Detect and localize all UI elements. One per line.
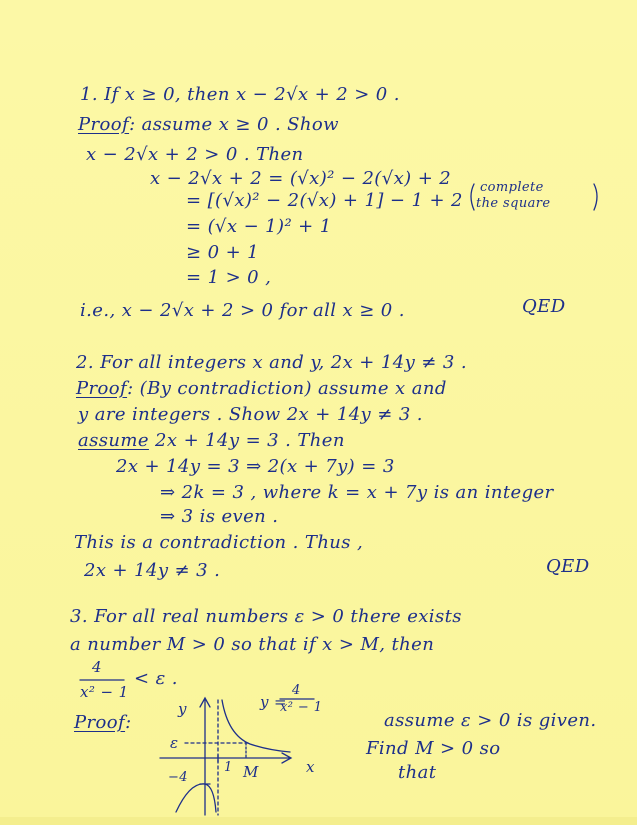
problem-3-line-2: a number M > 0 so that if x > M, then — [70, 634, 435, 655]
graph-curve-right — [222, 700, 290, 752]
note-right-paren — [594, 184, 597, 210]
fraction-less-than: < ε . — [134, 668, 178, 689]
graph-curve-middle — [176, 784, 216, 812]
fraction-numerator: 4 — [92, 658, 102, 676]
graph-neg4-label: −4 — [168, 770, 188, 785]
graph-y-axis-label: y — [178, 700, 187, 718]
problem-1-line-8: = 1 > 0 , — [186, 267, 272, 288]
problem-2-line-7: ⇒ 3 is even . — [160, 506, 279, 527]
graph-y-equals: y = — [260, 693, 288, 711]
problem-2-line-9: 2x + 14y ≠ 3 . — [84, 560, 221, 581]
graph-M-label: M — [243, 763, 259, 781]
problem-2-title: 2. For all integers x and y, 2x + 14y ≠ 3 . — [76, 352, 467, 373]
problem-2-line-5: 2x + 14y = 3 ⇒ 2(x + 7y) = 3 — [116, 456, 395, 477]
proof-3-right-line-1: assume ε > 0 is given. — [384, 710, 597, 731]
problem-1-line-6: = (√x − 1)² + 1 — [186, 216, 332, 237]
problem-3-title: 3. For all real numbers ε > 0 there exists — [70, 606, 462, 627]
problem-1-title: 1. If x ≥ 0, then x − 2√x + 2 > 0 . — [80, 84, 400, 105]
page-bottom-edge — [0, 817, 637, 825]
graph-fraction-denominator: x² − 1 — [280, 700, 323, 715]
problem-2-line-3: y are integers . Show 2x + 14y ≠ 3 . — [78, 404, 423, 425]
graph-one-label: 1 — [224, 760, 233, 775]
problem-1-line-7: ≥ 0 + 1 — [186, 242, 260, 263]
problem-2-qed: QED — [546, 556, 590, 577]
proof-2-label: Proof — [76, 378, 128, 399]
complete-square-note-1: complete — [480, 180, 544, 195]
complete-square-note-2: the square — [476, 196, 551, 211]
problem-1-qed: QED — [522, 296, 566, 317]
proof-1-label: Proof — [78, 114, 130, 135]
problem-1-line-9: i.e., x − 2√x + 2 > 0 for all x ≥ 0 . — [80, 300, 405, 321]
note-left-paren — [471, 184, 474, 210]
graph-fraction-numerator: 4 — [292, 683, 301, 698]
problem-2-line-8: This is a contradiction . Thus , — [74, 532, 364, 553]
problem-2-line-4-text: 2x + 14y = 3 . Then — [148, 430, 345, 451]
graph-x-axis-label: x — [306, 758, 315, 776]
proof-1-text: : assume x ≥ 0 . Show — [129, 114, 339, 135]
fraction-denominator: x² − 1 — [80, 683, 129, 701]
proof-3-label: Proof — [74, 712, 126, 733]
proof-2-text: : (By contradiction) assume x and — [127, 378, 447, 399]
problem-1-line-5: = [(√x)² − 2(√x) + 1] − 1 + 2 — [186, 190, 463, 211]
assume-label: assume — [78, 430, 149, 451]
graph-epsilon-label: ε — [170, 734, 179, 752]
problem-1-line-4: x − 2√x + 2 = (√x)² − 2(√x) + 2 — [150, 168, 452, 189]
problem-2-line-6: ⇒ 2k = 3 , where k = x + 7y is an integer — [160, 482, 554, 503]
proof-3-colon: : — [125, 712, 132, 733]
proof-3-right-line-3: that — [398, 762, 437, 783]
proof-3-right-line-2: Find M > 0 so — [366, 738, 501, 759]
problem-1-line-3: x − 2√x + 2 > 0 . Then — [86, 144, 304, 165]
